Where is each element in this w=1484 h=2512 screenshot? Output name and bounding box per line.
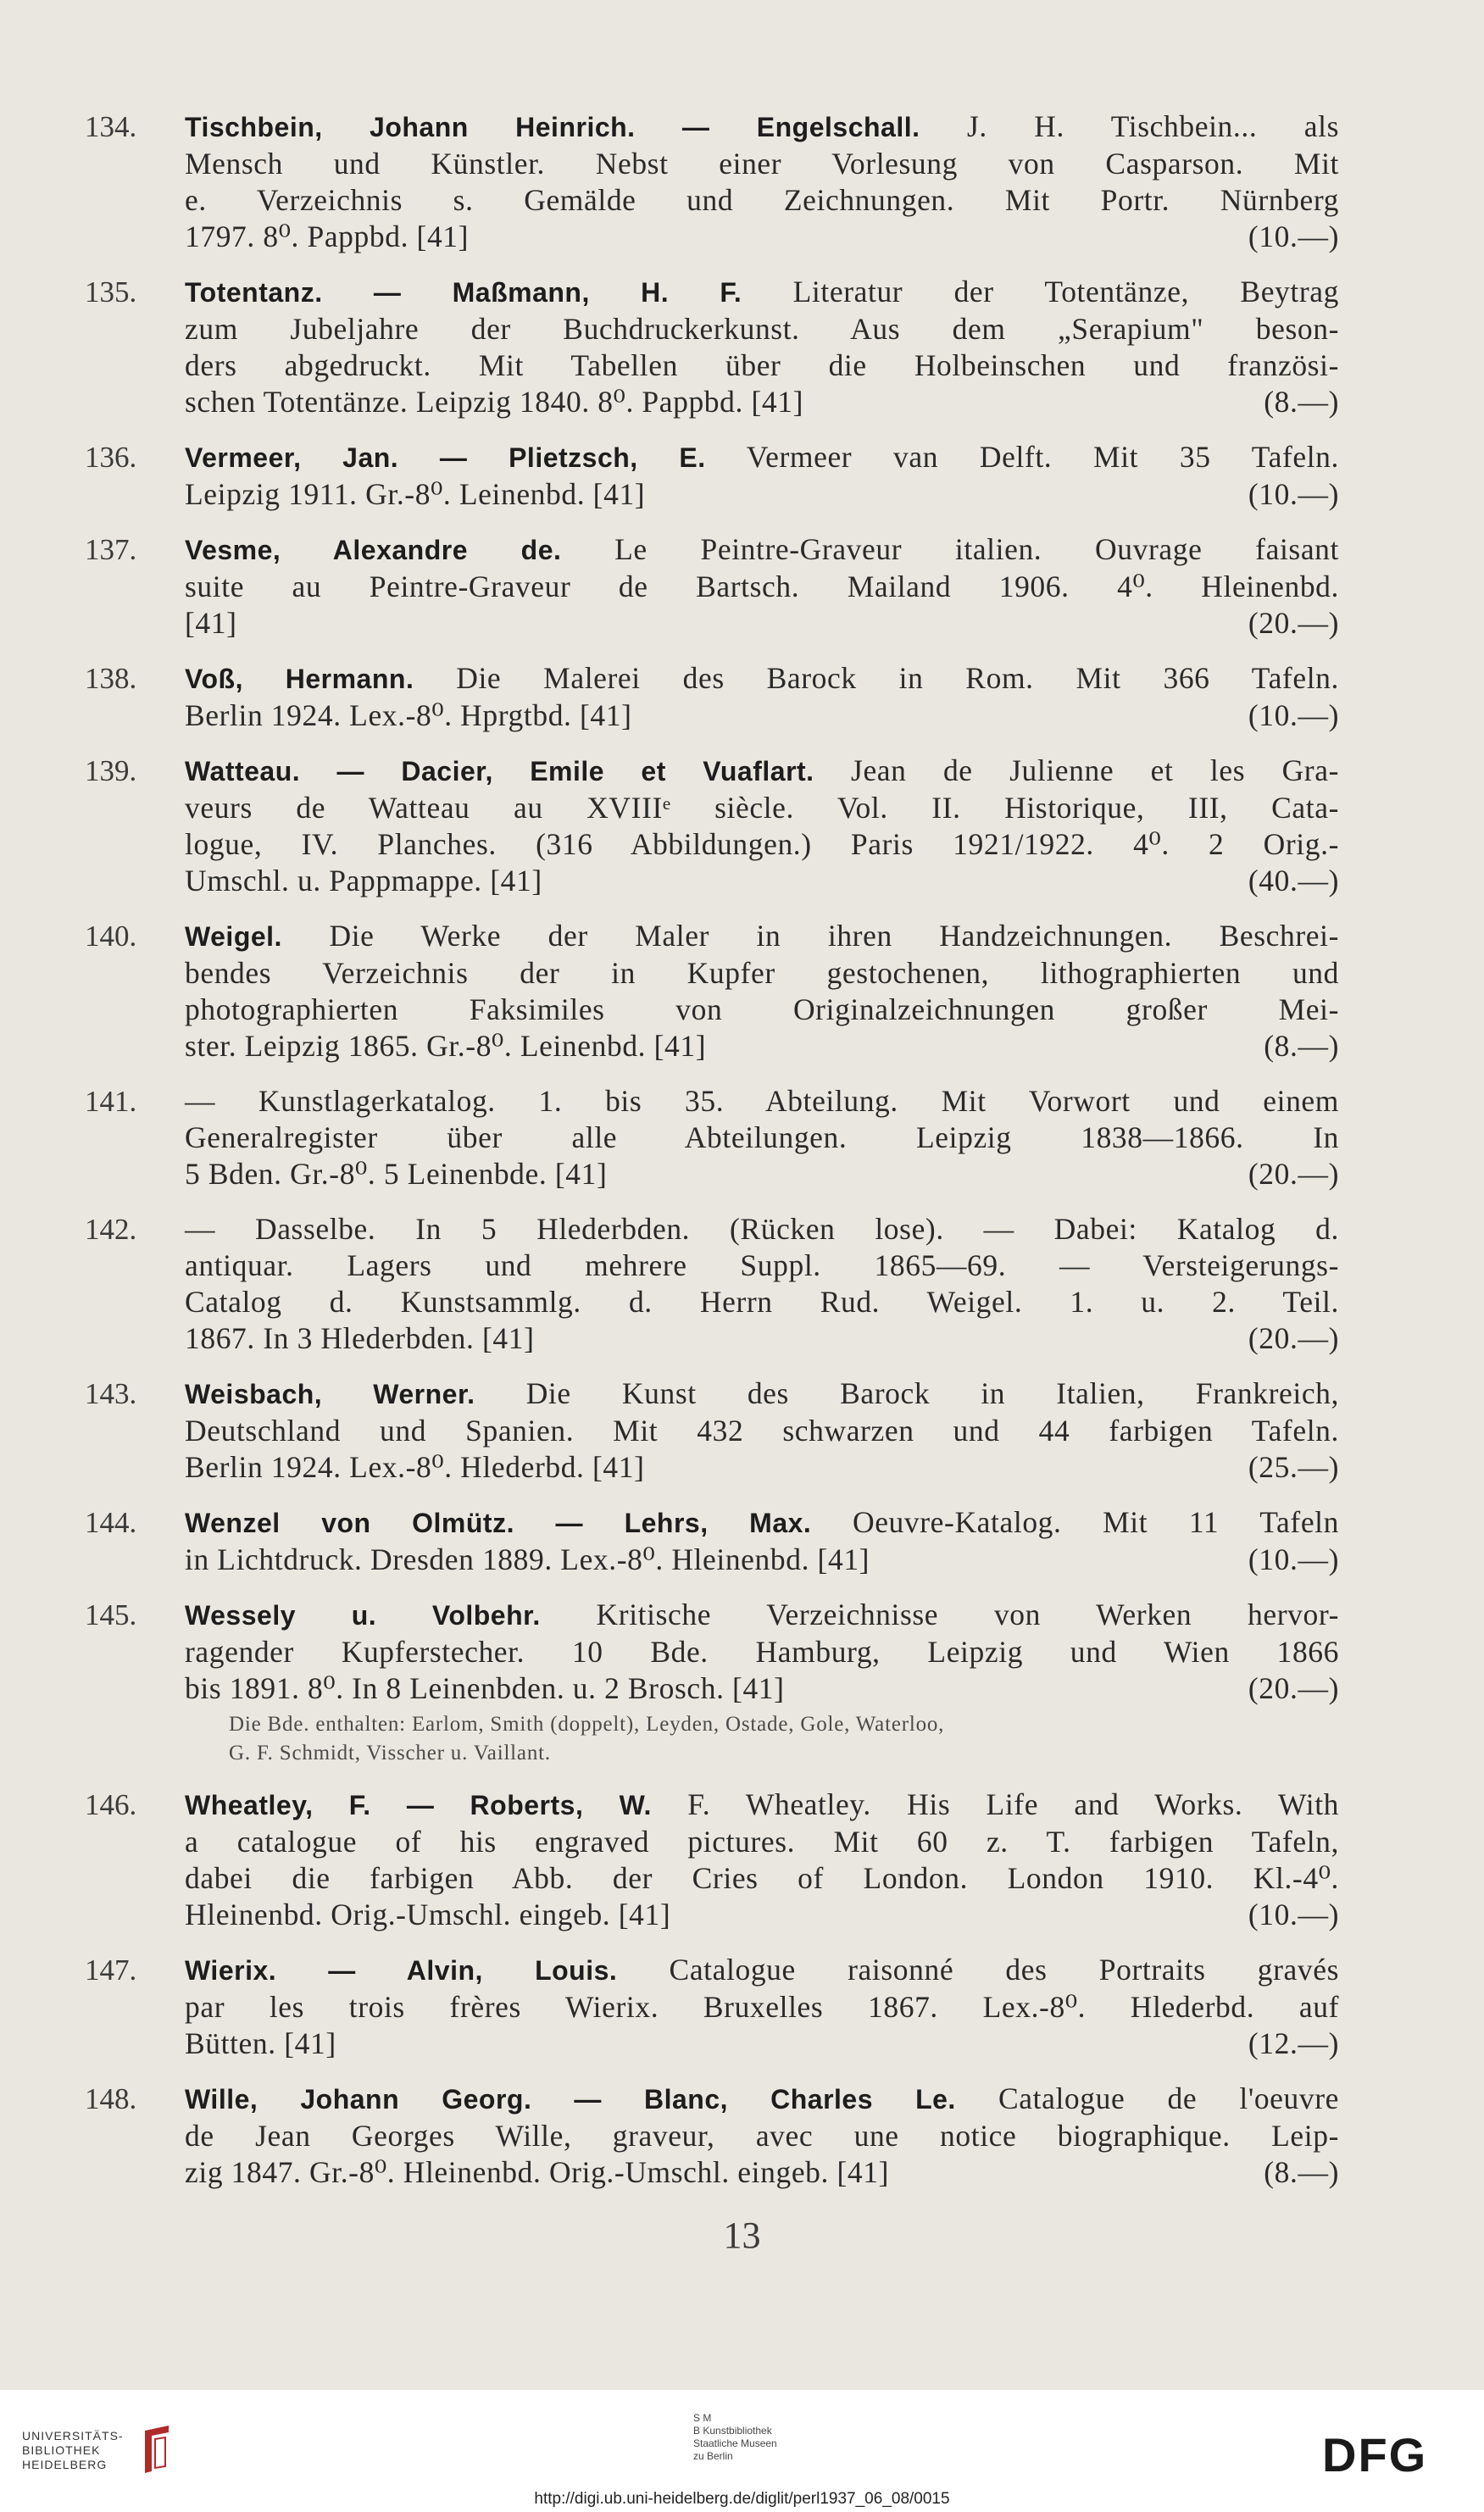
footer-bar (0, 2390, 1484, 2512)
entry-heading: Watteau. — Dacier, Emile et Vuaflart. (185, 756, 814, 786)
entry-heading: Wierix. — Alvin, Louis. (185, 1955, 618, 1986)
entry-line-text: Le Peintre-Graveur italien. Ouvrage faisant (614, 532, 1339, 566)
entry-text (185, 918, 1339, 1064)
catalog-entry (85, 1375, 1339, 1486)
entry-line (185, 753, 1339, 790)
catalog-entry (85, 1787, 1340, 1933)
entry-line-text: Jean de Julienne et les Gra- (851, 753, 1340, 787)
entry-price: (20.—) (1248, 606, 1339, 640)
entry-line (185, 1787, 1339, 1824)
entry-number: 139. (85, 754, 137, 787)
entry-line (185, 1897, 1339, 1933)
entry-line-text: logue, IV. Planches. (316 Abbildungen.) Paris 1921/1922. 4⁰. 2 Orig.- (185, 827, 1339, 861)
entry-line-text: antiquar. Lagers und mehrere Suppl. 1865—69. — Versteigerungs- (185, 1248, 1339, 1282)
entry-number: 145. (85, 1598, 137, 1631)
entry-number: 147. (85, 1953, 137, 1987)
entry-price: (8.—) (1264, 1029, 1339, 1063)
entry-line-text: Catalogue de l'oeuvre (998, 2081, 1340, 2115)
entry-number: 135. (85, 275, 137, 308)
entry-price: (20.—) (1248, 1671, 1339, 1705)
entry-line (185, 605, 1339, 642)
entry-line (185, 1670, 1339, 1707)
entry-heading: Weisbach, Werner. (185, 1379, 475, 1409)
entry-line-text: Die Kunst des Barock in Italien, Frankreich, (525, 1376, 1339, 1410)
entry-line-text: de Jean Georges Wille, graveur, avec une notice biographique. Leip- (185, 2119, 1339, 2153)
entry-line-text: Mensch und Künstler. Nebst einer Vorlesung von Casparson. Mit (185, 147, 1339, 181)
entry-line (185, 863, 1339, 899)
entry-line (185, 347, 1339, 384)
entry-line (185, 1375, 1339, 1413)
entry-price: (10.—) (1248, 1898, 1339, 1931)
entry-line (185, 1989, 1339, 2026)
entry-line-text: Berlin 1924. Lex.-8⁰. Hlederbd. [41] (185, 1450, 645, 1484)
entry-number: 143. (85, 1377, 137, 1410)
entry-line (185, 108, 1339, 146)
entry-price: (10.—) (1248, 220, 1339, 253)
entry-line (185, 1542, 1339, 1578)
entry-line-text: Umschl. u. Pappmappe. [41] (185, 864, 542, 898)
entry-line (185, 955, 1339, 992)
entry-line (185, 531, 1339, 569)
entry-line-text: Deutschland und Spanien. Mit 432 schwarzen und 44 farbigen Tafeln. (185, 1414, 1339, 1448)
entry-line (185, 790, 1339, 826)
entry-line (185, 918, 1339, 955)
entry-line-text: a catalogue of his engraved pictures. Mit 60 z. T. farbigen Tafeln, (185, 1825, 1339, 1859)
entry-number: 138. (85, 662, 137, 695)
entry-number: 141. (85, 1085, 137, 1118)
entry-line-text: Leipzig 1911. Gr.-8⁰. Leinenbd. [41] (185, 477, 646, 511)
entry-text (185, 108, 1339, 255)
entry-text (185, 439, 1339, 513)
entry-line (185, 2118, 1339, 2154)
entry-line (185, 274, 1339, 311)
entry-line-text: suite au Peintre-Graveur de Bartsch. Mailand 1906. 4⁰. Hleinenbd. (185, 570, 1339, 603)
entry-line (185, 697, 1339, 734)
entry-line-text: Catalogue raisonné des Portraits gravés (669, 1953, 1339, 1987)
entry-line (185, 2154, 1339, 2191)
entry-text (185, 274, 1339, 420)
entry-number: 137. (85, 533, 137, 566)
catalog-entry (85, 108, 1339, 255)
entry-line-text: schen Totentänze. Leipzig 1840. 8⁰. Pappbd. [41] (185, 385, 803, 419)
catalog-entry (85, 1211, 1339, 1357)
catalog-entry (85, 2081, 1340, 2191)
entry-line (185, 1597, 1339, 1634)
entry-line (185, 1952, 1339, 1989)
entry-line (185, 1413, 1339, 1449)
entry-text (185, 1504, 1339, 1578)
entry-line (185, 384, 1339, 420)
entry-line (185, 992, 1339, 1028)
entry-heading: Totentanz. — Maßmann, H. F. (185, 277, 742, 308)
entry-price: (12.—) (1248, 2026, 1339, 2060)
entry-note (229, 1710, 1339, 1768)
entry-line-text: Kritische Verzeichnisse von Werken hervor- (596, 1598, 1340, 1631)
entry-line (185, 146, 1339, 182)
entry-line-text: bendes Verzeichnis der in Kupfer gestochenen, lithographierten und (185, 956, 1339, 990)
entry-heading: Wheatley, F. — Roberts, W. (185, 1790, 652, 1820)
entry-line-text: Bütten. [41] (185, 2026, 336, 2060)
entry-line-text: [41] (185, 606, 237, 640)
entry-line (185, 439, 1339, 476)
entry-price: (8.—) (1264, 2155, 1339, 2189)
entry-line-text: e. Verzeichnis s. Gemälde und Zeichnungen. Mit Portr. Nürnberg (185, 183, 1339, 217)
entry-line (185, 1211, 1339, 1248)
entry-line-text: — Dasselbe. In 5 Hlederbden. (Rücken lose). — Dabei: Katalog d. (185, 1212, 1339, 1246)
entry-line-text: ders abgedruckt. Mit Tabellen über die Holbeinschen und französi- (185, 348, 1339, 382)
entry-line (185, 1320, 1339, 1357)
entry-line-text: bis 1891. 8⁰. In 8 Leinenbden. u. 2 Brosch. [41] (185, 1671, 785, 1705)
catalog-entry (85, 753, 1340, 899)
entry-line-text: par les trois frères Wierix. Bruxelles 1867. Lex.-8⁰. Hlederbd. auf (185, 1990, 1339, 2024)
entry-price: (10.—) (1248, 698, 1339, 732)
entry-text (185, 660, 1339, 734)
entry-line (185, 219, 1339, 255)
entry-line-text: 1867. In 3 Hlederbden. [41] (185, 1321, 535, 1355)
entry-text (185, 1597, 1339, 1707)
entry-line (185, 1284, 1339, 1320)
entry-note-line: G. F. Schmidt, Visscher u. Vaillant. (229, 1742, 551, 1765)
entry-line (185, 1120, 1339, 1156)
entry-price: (40.—) (1248, 864, 1339, 898)
entry-heading: Wessely u. Volbehr. (185, 1600, 541, 1631)
catalog-entry (85, 1952, 1339, 2062)
entry-list (85, 108, 1340, 2209)
entry-line-text: ster. Leipzig 1865. Gr.-8⁰. Leinenbd. [41] (185, 1029, 707, 1063)
museum-stamp: S M B Kunstbibliothek Staatliche Museen zu Berlin (693, 2412, 777, 2462)
entry-number: 148. (85, 2082, 137, 2115)
entry-line-text: 5 Bden. Gr.-8⁰. 5 Leinenbde. [41] (185, 1157, 608, 1191)
entry-line (185, 826, 1339, 863)
catalog-entry (85, 274, 1340, 420)
entry-line-text: F. Wheatley. His Life and Works. With (687, 1787, 1340, 1821)
entry-line (185, 1824, 1339, 1860)
entry-line (185, 311, 1339, 347)
entry-line (185, 1504, 1339, 1542)
entry-line-text: Berlin 1924. Lex.-8⁰. Hprgtbd. [41] (185, 698, 632, 732)
entry-line-text: 1797. 8⁰. Pappbd. [41] (185, 220, 470, 253)
entry-line-text: photographierten Faksimiles von Originalzeichnungen großer Mei- (185, 992, 1339, 1026)
entry-line (185, 2026, 1339, 2062)
entry-heading: Tischbein, Johann Heinrich. — Engelschall. (185, 112, 920, 142)
entry-price: (10.—) (1248, 477, 1339, 511)
entry-line (185, 1028, 1339, 1064)
entry-heading: Vermeer, Jan. — Plietzsch, E. (185, 442, 706, 473)
page-number: 13 (723, 2215, 761, 2256)
entry-text (185, 2081, 1339, 2191)
university-library-label: UNIVERSITÄTS- BIBLIOTHEK HEIDELBERG (22, 2429, 124, 2471)
catalog-entry (85, 660, 1339, 734)
catalog-entry (85, 531, 1339, 642)
entry-heading: Vesme, Alexandre de. (185, 535, 562, 565)
entry-line (185, 569, 1339, 605)
entry-heading: Wille, Johann Georg. — Blanc, Charles Le. (185, 2084, 956, 2115)
entry-number: 142. (85, 1213, 137, 1246)
source-url[interactable]: http://digi.ub.uni-heidelberg.de/diglit/perl1937_06_08/0015 (534, 2490, 950, 2508)
entry-text (185, 531, 1339, 642)
entry-line (185, 1248, 1339, 1284)
catalog-entry (85, 1597, 1340, 1768)
entry-price: (10.—) (1248, 1542, 1339, 1576)
entry-line (185, 1860, 1339, 1897)
entry-number: 146. (85, 1788, 137, 1821)
entry-line (185, 476, 1339, 513)
entry-line-text: Catalog d. Kunstsammlg. d. Herrn Rud. Weigel. 1. u. 2. Teil. (185, 1285, 1339, 1319)
entry-line-text: Die Werke der Maler in ihren Handzeichnungen. Beschrei- (329, 919, 1339, 953)
entry-line (185, 2081, 1339, 2118)
entry-number: 136. (85, 441, 137, 474)
entry-price: (8.—) (1264, 385, 1339, 419)
entry-text (185, 1083, 1339, 1192)
catalog-entry (85, 918, 1339, 1064)
entry-line-text: in Lichtdruck. Dresden 1889. Lex.-8⁰. Hleinenbd. [41] (185, 1542, 870, 1576)
entry-heading: Voß, Hermann. (185, 664, 414, 694)
entry-text (185, 1211, 1339, 1357)
entry-line-text: Vermeer van Delft. Mit 35 Tafeln. (746, 440, 1340, 474)
entry-number: 140. (85, 920, 137, 953)
entry-line-text: veurs de Watteau au XVIIIᵉ siècle. Vol. II. Historique, III, Cata- (185, 791, 1339, 825)
entry-price: (25.—) (1248, 1450, 1339, 1484)
entry-line-text: Oeuvre-Katalog. Mit 11 Tafeln (852, 1505, 1339, 1539)
entry-line (185, 660, 1339, 697)
entry-note-line: Die Bde. enthalten: Earlom, Smith (doppelt), Leyden, Ostade, Gole, Waterloo, (229, 1713, 945, 1736)
university-logo-icon (140, 2424, 174, 2475)
entry-line-text: dabei die farbigen Abb. der Cries of London. London 1910. Kl.-4⁰. (185, 1861, 1339, 1895)
catalog-entry (85, 1504, 1339, 1578)
entry-heading: Weigel. (185, 921, 282, 952)
entry-price: (20.—) (1248, 1157, 1339, 1191)
entry-line (185, 1156, 1339, 1192)
entry-line-text: Literatur der Totentänze, Beytrag (792, 275, 1340, 308)
entry-line-text: — Kunstlagerkatalog. 1. bis 35. Abteilung. Mit Vorwort und einem (185, 1084, 1339, 1118)
entry-text (185, 1375, 1339, 1486)
entry-text (185, 1787, 1339, 1933)
entry-line-text: ragender Kupferstecher. 10 Bde. Hamburg, Leipzig und Wien 1866 (185, 1635, 1339, 1669)
entry-line-text: Generalregister über alle Abteilungen. Leipzig 1838—1866. In (185, 1120, 1339, 1154)
entry-line (185, 1634, 1339, 1670)
catalog-entry (85, 1083, 1339, 1192)
entry-heading: Wenzel von Olmütz. — Lehrs, Max. (185, 1508, 812, 1538)
entry-line-text: zum Jubeljahre der Buchdruckerkunst. Aus dem „Serapium" beson- (185, 312, 1339, 346)
entry-line-text: zig 1847. Gr.-8⁰. Hleinenbd. Orig.-Umschl. eingeb. [41] (185, 2155, 890, 2189)
entry-line-text: Hleinenbd. Orig.-Umschl. eingeb. [41] (185, 1898, 671, 1931)
entry-number: 134. (85, 110, 137, 143)
entry-line-text: J. H. Tischbein... als (966, 109, 1339, 143)
entry-price: (20.—) (1248, 1321, 1339, 1355)
entry-line (185, 1449, 1339, 1486)
entry-line (185, 182, 1339, 219)
entry-number: 144. (85, 1506, 137, 1539)
entry-text (185, 753, 1339, 899)
entry-line (185, 1083, 1339, 1120)
dfg-logo: DFG (1322, 2428, 1428, 2481)
entry-text (185, 1952, 1339, 2062)
catalog-entry (85, 439, 1340, 513)
entry-line-text: Die Malerei des Barock in Rom. Mit 366 Tafeln. (456, 661, 1339, 695)
